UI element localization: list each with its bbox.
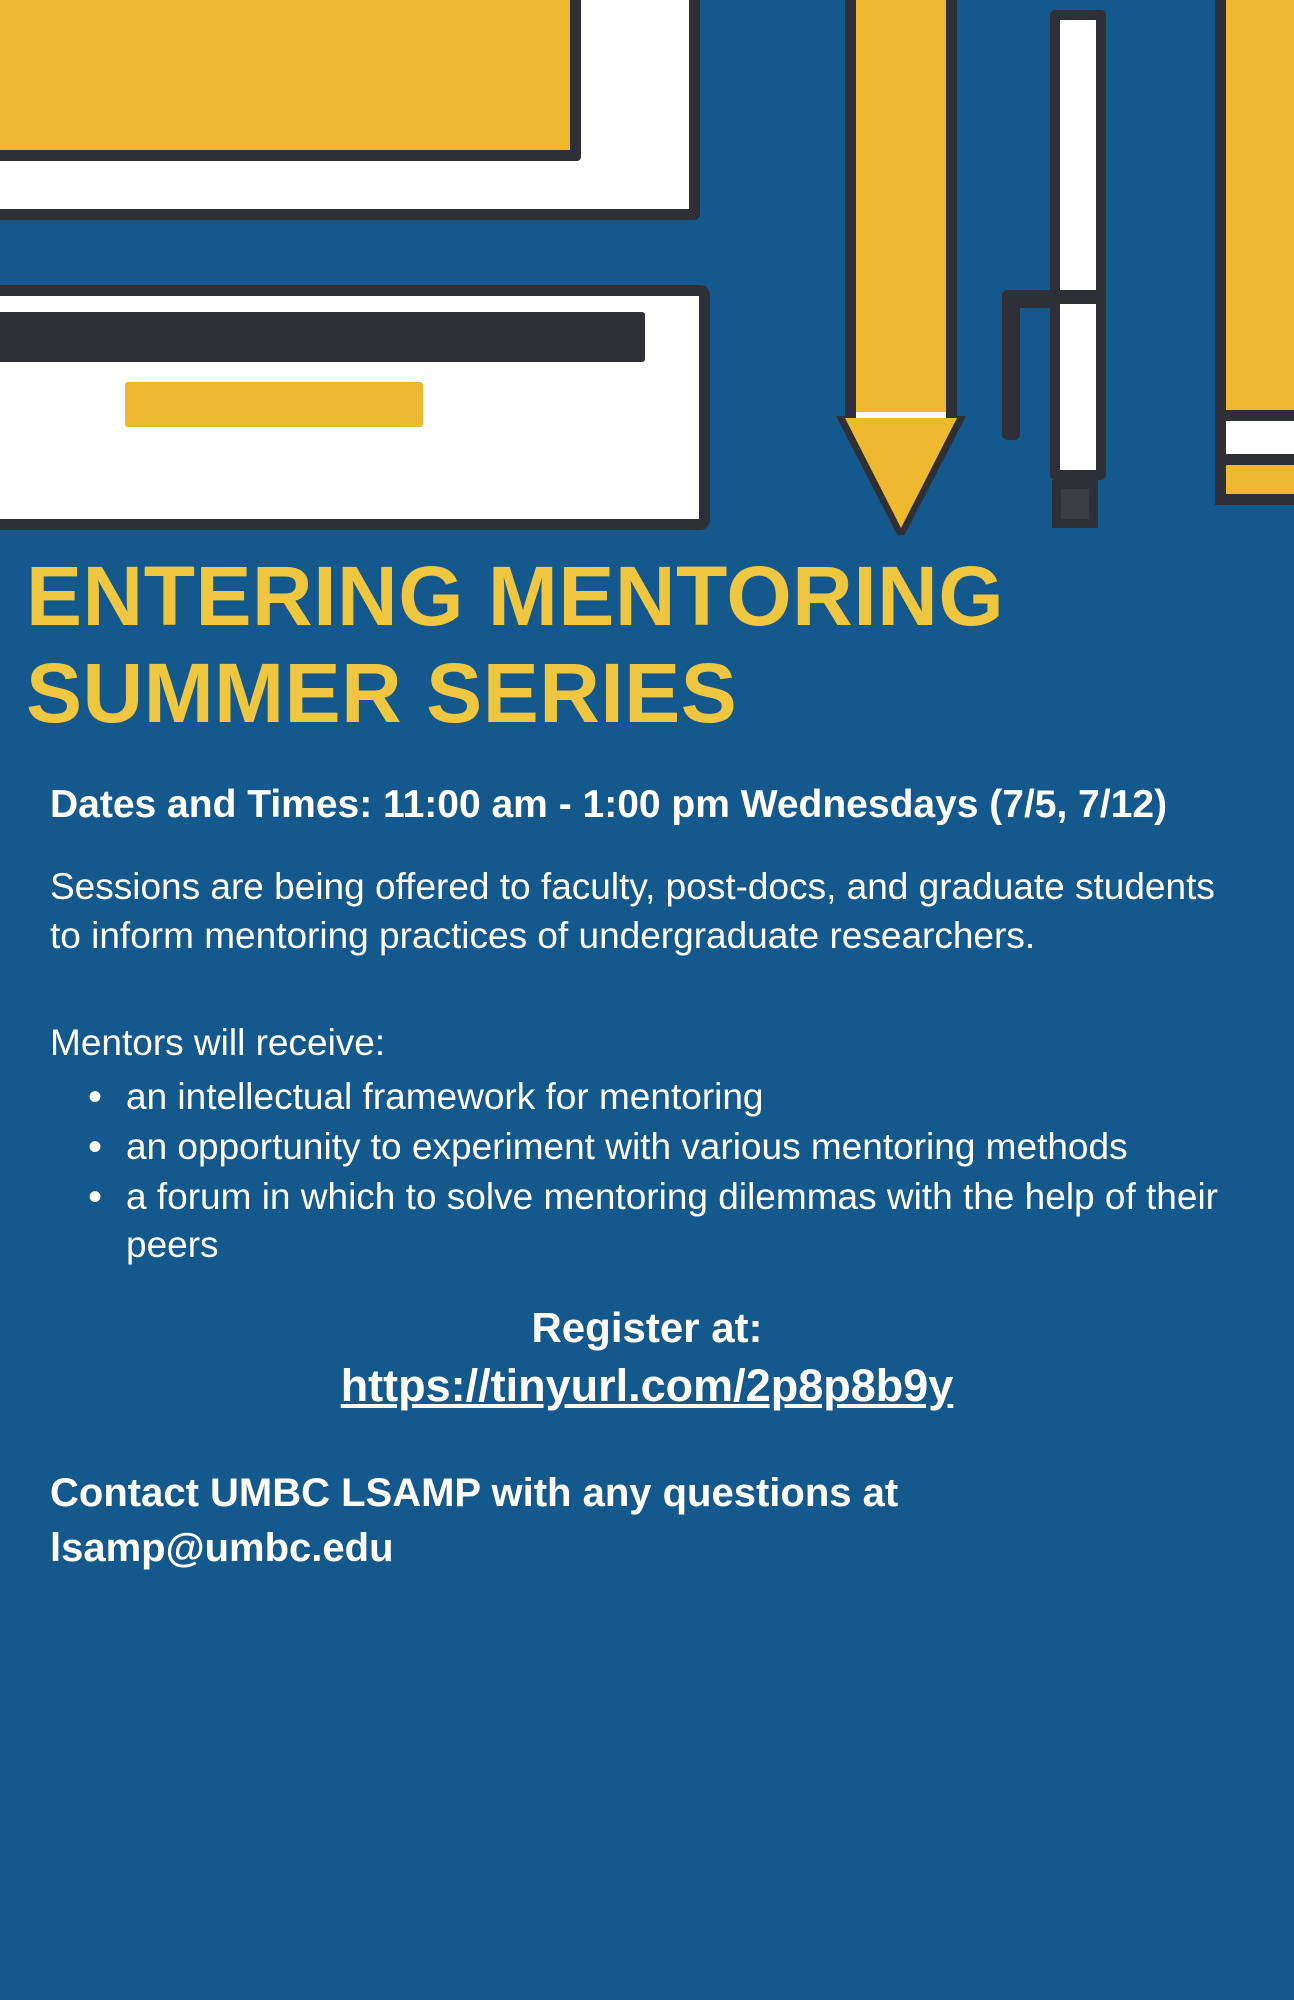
list-item: • a forum in which to solve mentoring dilemmas with the help of their peers bbox=[126, 1173, 1244, 1269]
list-item: • an intellectual framework for mentoring bbox=[126, 1073, 1244, 1121]
pen-clip-arm-icon bbox=[1002, 290, 1057, 308]
benefits-list bbox=[50, 1073, 1244, 1269]
pencil-tip-icon bbox=[845, 418, 957, 528]
pen-clip-icon bbox=[1002, 290, 1020, 440]
page-title: ENTERING MENTORING SUMMER SERIES bbox=[26, 549, 1005, 741]
pencil-icon bbox=[845, 0, 957, 420]
dates-and-times: Dates and Times: 11:00 am - 1:00 pm Wednesdays (7/5, 7/12) bbox=[50, 782, 1168, 826]
registration-link[interactable]: https://tinyurl.com/2p8p8b9y bbox=[340, 1359, 954, 1411]
flyer-body bbox=[26, 779, 1268, 1270]
pen-band-icon bbox=[1050, 290, 1106, 304]
session-description: Sessions are being offered to faculty, post-docs, and graduate students to inform mentoring practices of undergraduate researchers. bbox=[50, 865, 1215, 956]
registration-block bbox=[26, 1304, 1268, 1412]
marker-collar-icon bbox=[1215, 410, 1294, 465]
laptop-keyboard-icon bbox=[0, 312, 645, 362]
marker-icon bbox=[1215, 0, 1294, 415]
pen-nib-icon bbox=[1052, 480, 1098, 528]
register-label: Register at: bbox=[531, 1303, 763, 1351]
list-item: • an opportunity to experiment with various mentoring methods bbox=[126, 1123, 1244, 1171]
laptop-screen-icon bbox=[0, 0, 581, 161]
header-illustration bbox=[0, 0, 1294, 535]
laptop-icon bbox=[0, 0, 700, 220]
benefits-intro: Mentors will receive: bbox=[50, 1021, 386, 1063]
marker-tip-icon bbox=[1215, 465, 1294, 505]
flyer-content bbox=[0, 548, 1294, 1616]
contact-info: Contact UMBC LSAMP with any questions at lsamp@umbc.edu bbox=[50, 1470, 899, 1570]
laptop-trackpad-icon bbox=[125, 382, 423, 427]
pen-icon bbox=[1050, 10, 1106, 480]
